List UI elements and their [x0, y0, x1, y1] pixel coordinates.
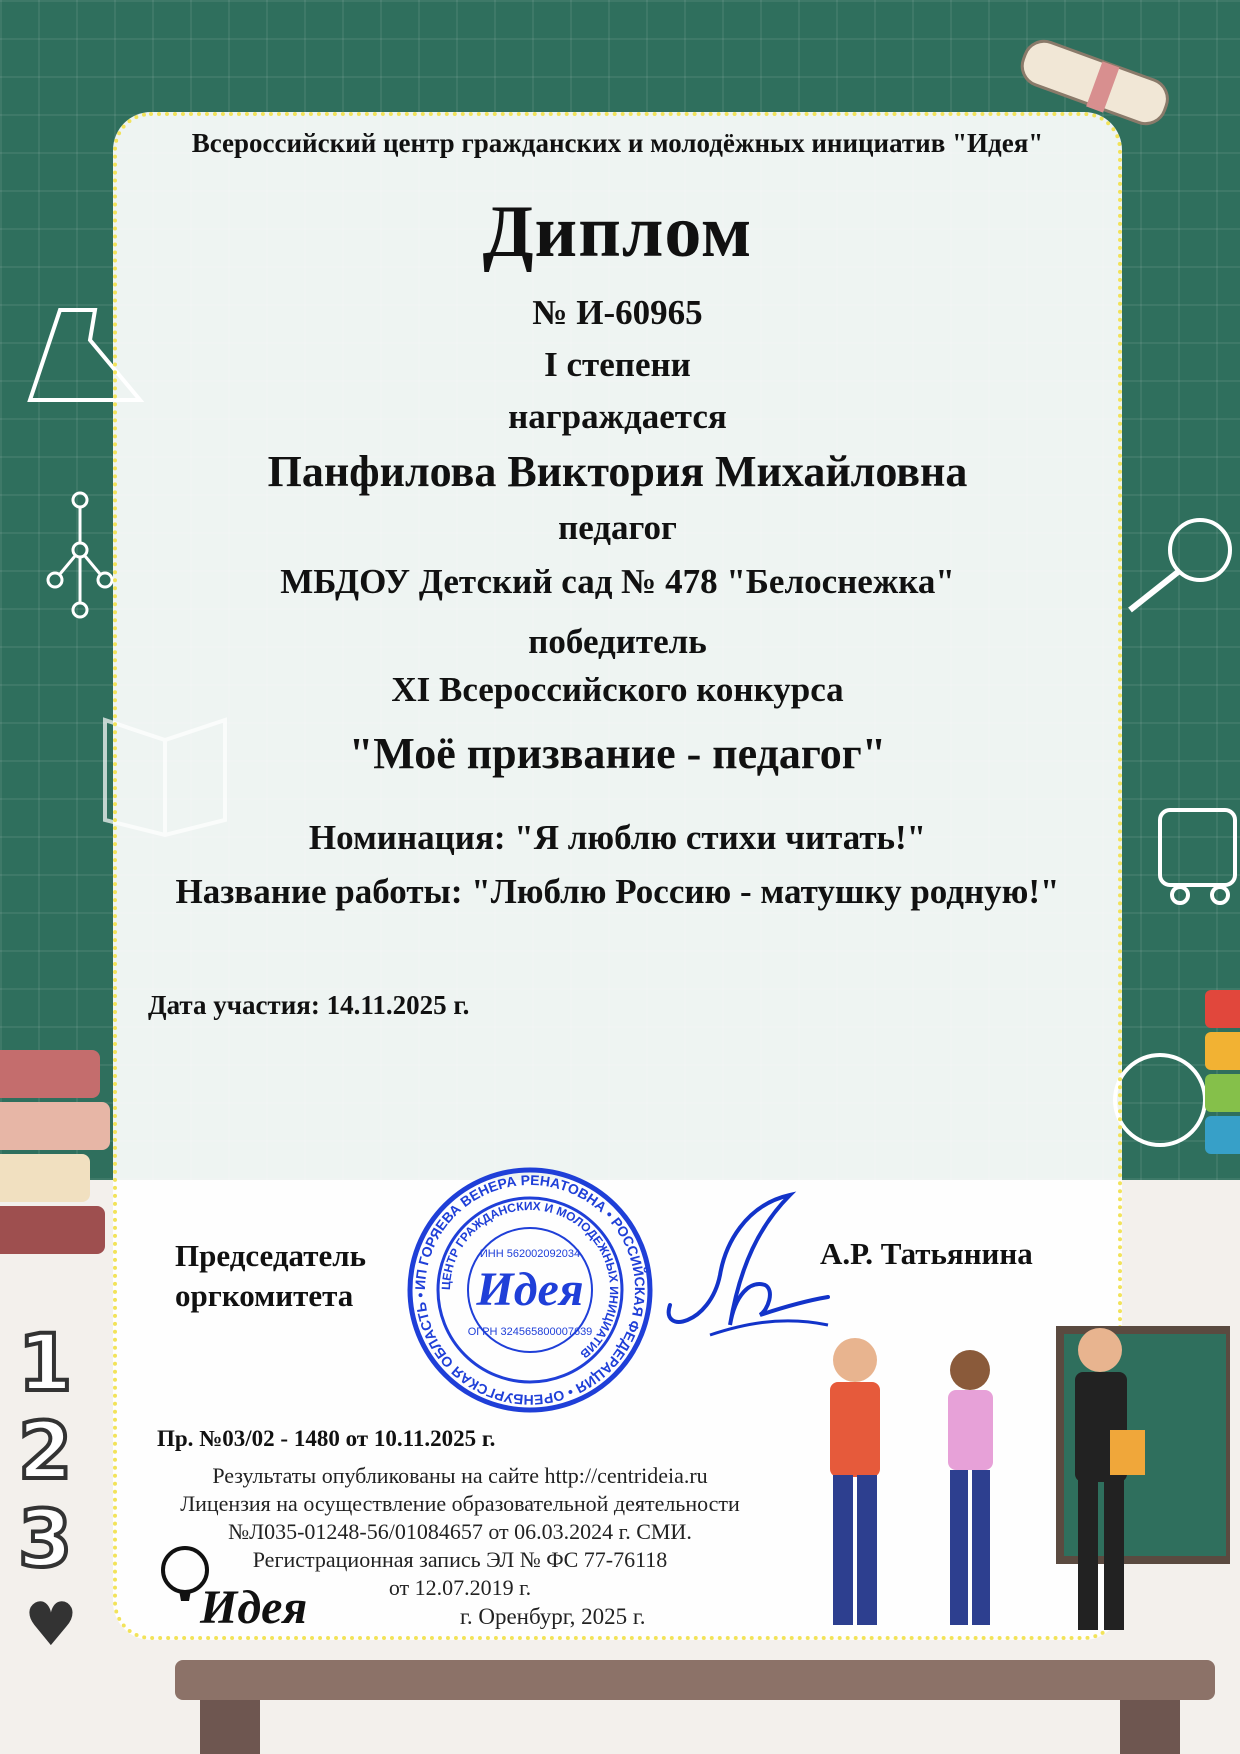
- magnifier-icon: [1120, 510, 1240, 620]
- footer-line-4: Регистрационная запись ЭЛ № ФС 77-76118: [252, 1547, 668, 1572]
- number-three-decor: 3: [18, 1495, 73, 1585]
- chair-title: [175, 1236, 366, 1316]
- logo-text: Идея: [200, 1581, 308, 1634]
- number-one-decor: 1: [18, 1319, 73, 1409]
- organization-name: Всероссийский центр гражданских и молодёжных инициатив "Идея": [191, 128, 1044, 158]
- chair-line-1: Председатель: [175, 1238, 367, 1273]
- bus-icon: [1150, 800, 1240, 910]
- stamp-ring-text: ИП ГОРЯЕВА ВЕНЕРА РЕНАТОВНА • РОССИЙСКАЯ ФЕДЕРАЦИЯ • ОРЕНБУРГСКАЯ ОБЛАСТЬ •: [411, 1171, 649, 1409]
- order-reference: Пр. №03/02 - 1480 от 10.11.2025 г.: [157, 1426, 496, 1451]
- contest-title: XI Всероссийского конкурса: [391, 670, 844, 709]
- nomination: Номинация: "Я люблю стихи читать!": [308, 818, 927, 857]
- participation-date: Дата участия: 14.11.2025 г.: [148, 990, 470, 1020]
- molecule-icon: [40, 480, 120, 620]
- stamp-seal: [405, 1165, 655, 1415]
- footer-line-2: Лицензия на осуществление образовательной деятельности: [180, 1491, 740, 1516]
- awarded-text: награждается: [508, 397, 727, 436]
- books-stack-left: [0, 1050, 110, 1250]
- stamp-inn: ИНН 562002092034: [479, 1248, 581, 1260]
- stamp-center-text: Идея: [476, 1263, 584, 1316]
- heart-icon: ♥: [24, 1590, 78, 1660]
- signer-name: А.Р. Татьянина: [820, 1236, 1033, 1271]
- idea-logo: [155, 1535, 325, 1635]
- table-top: [175, 1660, 1215, 1700]
- city-year: г. Оренбург, 2025 г.: [460, 1604, 646, 1629]
- recipient-institution: МБДОУ Детский сад № 478 "Белоснежка": [280, 562, 955, 601]
- teachers-illustration: [760, 1320, 1230, 1650]
- contest-name: "Моё призвание - педагог": [348, 729, 887, 778]
- stamp-inner-text: ЦЕНТР ГРАЖДАНСКИХ И МОЛОДЕЖНЫХ ИНИЦИАТИВ: [438, 1198, 622, 1362]
- diploma-degree: I степени: [544, 345, 691, 384]
- numbers-decoration: [18, 1320, 88, 1584]
- footer-line-1: Результаты опубликованы на сайте http://centrideia.ru: [212, 1463, 708, 1488]
- table-leg-right: [1120, 1700, 1180, 1754]
- number-two-decor: 2: [18, 1407, 73, 1497]
- award-status: победитель: [528, 622, 707, 661]
- chair-line-2: оргкомитета: [175, 1278, 354, 1313]
- work-title: Название работы: "Люблю Россию - матушку родную!": [175, 872, 1060, 911]
- recipient-position: педагог: [558, 508, 677, 547]
- books-stack-right: [1205, 990, 1240, 1190]
- diploma-number: № И-60965: [532, 293, 703, 332]
- recipient-name: Панфилова Виктория Михайловна: [267, 447, 968, 496]
- footer-line-5: от 12.07.2019 г.: [388, 1575, 532, 1600]
- stamp-ogrn: ОГРН 324565800007639: [467, 1326, 593, 1338]
- footer-line-3: №Л035-01248-56/01084657 от 06.03.2024 г. СМИ.: [228, 1519, 692, 1544]
- diploma-title: Диплом: [482, 191, 753, 273]
- table-leg-left: [200, 1700, 260, 1754]
